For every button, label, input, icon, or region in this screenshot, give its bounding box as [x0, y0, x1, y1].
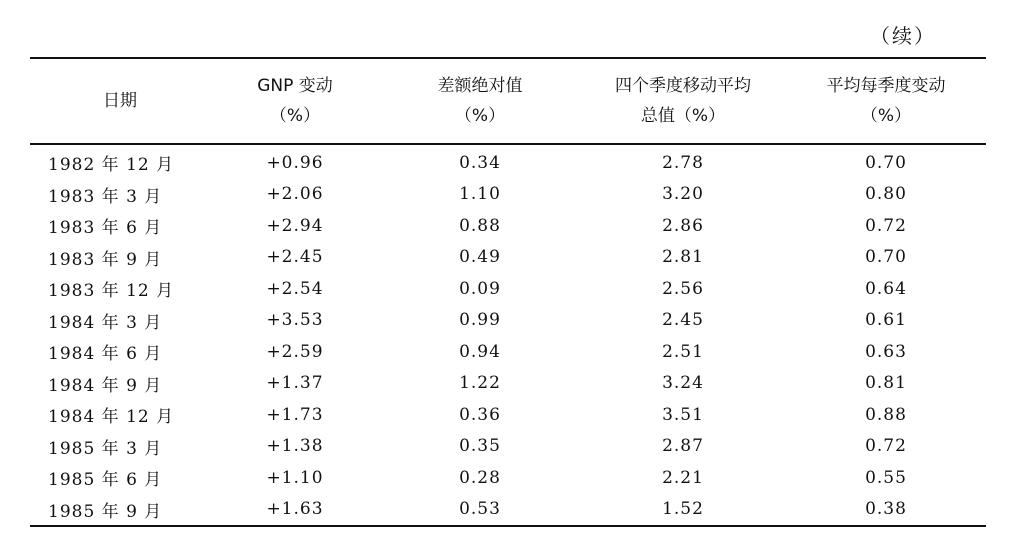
- avg-quarterly-change-cell: 0.80: [865, 184, 907, 205]
- date-cell: 1984 年 9 月: [48, 375, 163, 396]
- header-moving-avg-total-label: 四个季度移动平均: [615, 76, 751, 96]
- moving-avg-total-cell: 3.20: [662, 184, 704, 205]
- gnp-change-cell: +1.37: [266, 373, 324, 394]
- avg-quarterly-change-cell: 0.72: [865, 215, 907, 236]
- moving-avg-total-cell: 2.51: [662, 341, 704, 362]
- header-avg-quarterly-change: [786, 58, 986, 144]
- abs-diff-cell: 0.99: [459, 310, 501, 331]
- table-row: [30, 242, 986, 274]
- abs-diff-cell: 0.49: [459, 247, 501, 268]
- table-row: [30, 273, 986, 305]
- moving-avg-total-cell: 2.86: [662, 215, 704, 236]
- header-avg-quarterly-change-unit: （%）: [860, 106, 912, 126]
- header-abs-diff-unit: （%）: [454, 106, 506, 126]
- date-cell: 1983 年 12 月: [48, 281, 175, 302]
- abs-diff-cell: 1.10: [459, 184, 501, 205]
- table-row: [30, 462, 986, 494]
- date-cell: 1983 年 3 月: [48, 186, 163, 207]
- table-row: [30, 336, 986, 368]
- table-row: [30, 210, 986, 242]
- avg-quarterly-change-cell: 0.64: [865, 278, 907, 299]
- table-row: [30, 368, 986, 400]
- abs-diff-cell: 0.34: [459, 152, 501, 173]
- gnp-change-cell: +1.73: [266, 404, 324, 425]
- avg-quarterly-change-cell: 0.72: [865, 436, 907, 457]
- avg-quarterly-change-cell: 0.81: [865, 373, 907, 394]
- header-gnp-change-unit: （%）: [269, 106, 321, 126]
- header-date-label: 日期: [103, 91, 137, 111]
- date-cell: 1983 年 6 月: [48, 218, 163, 239]
- moving-avg-total-cell: 2.81: [662, 247, 704, 268]
- header-abs-diff-label: 差额绝对值: [437, 76, 523, 96]
- gnp-change-table: [30, 57, 986, 527]
- moving-avg-total-cell: 3.24: [662, 373, 704, 394]
- moving-avg-total-cell: 2.87: [662, 436, 704, 457]
- date-cell: 1985 年 9 月: [48, 501, 163, 522]
- date-cell: 1985 年 6 月: [48, 470, 163, 491]
- abs-diff-cell: 0.28: [459, 467, 501, 488]
- moving-avg-total-cell: 2.78: [662, 152, 704, 173]
- header-avg-quarterly-change-label: 平均每季度变动: [826, 76, 946, 96]
- table-row: [30, 179, 986, 211]
- date-cell: 1982 年 12 月: [48, 155, 175, 176]
- gnp-change-cell: +1.63: [266, 499, 324, 520]
- abs-diff-cell: 0.09: [459, 278, 501, 299]
- gnp-change-cell: +0.96: [266, 152, 324, 173]
- avg-quarterly-change-cell: 0.61: [865, 310, 907, 331]
- date-cell: 1984 年 3 月: [48, 312, 163, 333]
- header-moving-avg-total: [580, 58, 786, 144]
- gnp-change-cell: +2.59: [266, 341, 324, 362]
- moving-avg-total-cell: 2.21: [662, 467, 704, 488]
- date-cell: 1983 年 9 月: [48, 249, 163, 270]
- abs-diff-cell: 0.53: [459, 499, 501, 520]
- date-cell: 1985 年 3 月: [48, 438, 163, 459]
- gnp-change-cell: +1.38: [266, 436, 324, 457]
- avg-quarterly-change-cell: 0.88: [865, 404, 907, 425]
- header-gnp-change-label: GNP 变动: [257, 76, 333, 96]
- table-row: [30, 144, 986, 179]
- gnp-change-cell: +2.94: [266, 215, 324, 236]
- gnp-change-cell: +1.10: [266, 467, 324, 488]
- table-body: [30, 144, 986, 526]
- date-cell: 1984 年 6 月: [48, 344, 163, 365]
- table-row: [30, 305, 986, 337]
- moving-avg-total-cell: 2.56: [662, 278, 704, 299]
- header-date: [30, 58, 210, 144]
- date-cell: 1984 年 12 月: [48, 407, 175, 428]
- table-row: [30, 431, 986, 463]
- abs-diff-cell: 1.22: [459, 373, 501, 394]
- gnp-change-cell: +2.54: [266, 278, 324, 299]
- avg-quarterly-change-cell: 0.38: [865, 499, 907, 520]
- gnp-change-cell: +3.53: [266, 310, 324, 331]
- abs-diff-cell: 0.35: [459, 436, 501, 457]
- header-gnp-change: [210, 58, 380, 144]
- gnp-change-cell: +2.06: [266, 184, 324, 205]
- gnp-change-cell: +2.45: [266, 247, 324, 268]
- abs-diff-cell: 0.94: [459, 341, 501, 362]
- header-row: [30, 58, 986, 144]
- avg-quarterly-change-cell: 0.70: [865, 152, 907, 173]
- table-header: [30, 58, 986, 144]
- header-moving-avg-total-unit: 总值（%）: [640, 106, 726, 126]
- table-row: [30, 399, 986, 431]
- avg-quarterly-change-cell: 0.63: [865, 341, 907, 362]
- continued-label: （续）: [870, 24, 936, 48]
- header-abs-diff: [380, 58, 580, 144]
- avg-quarterly-change-cell: 0.55: [865, 467, 907, 488]
- moving-avg-total-cell: 2.45: [662, 310, 704, 331]
- avg-quarterly-change-cell: 0.70: [865, 247, 907, 268]
- abs-diff-cell: 0.88: [459, 215, 501, 236]
- moving-avg-total-cell: 3.51: [662, 404, 704, 425]
- table-row: [30, 494, 986, 527]
- moving-avg-total-cell: 1.52: [662, 499, 704, 520]
- abs-diff-cell: 0.36: [459, 404, 501, 425]
